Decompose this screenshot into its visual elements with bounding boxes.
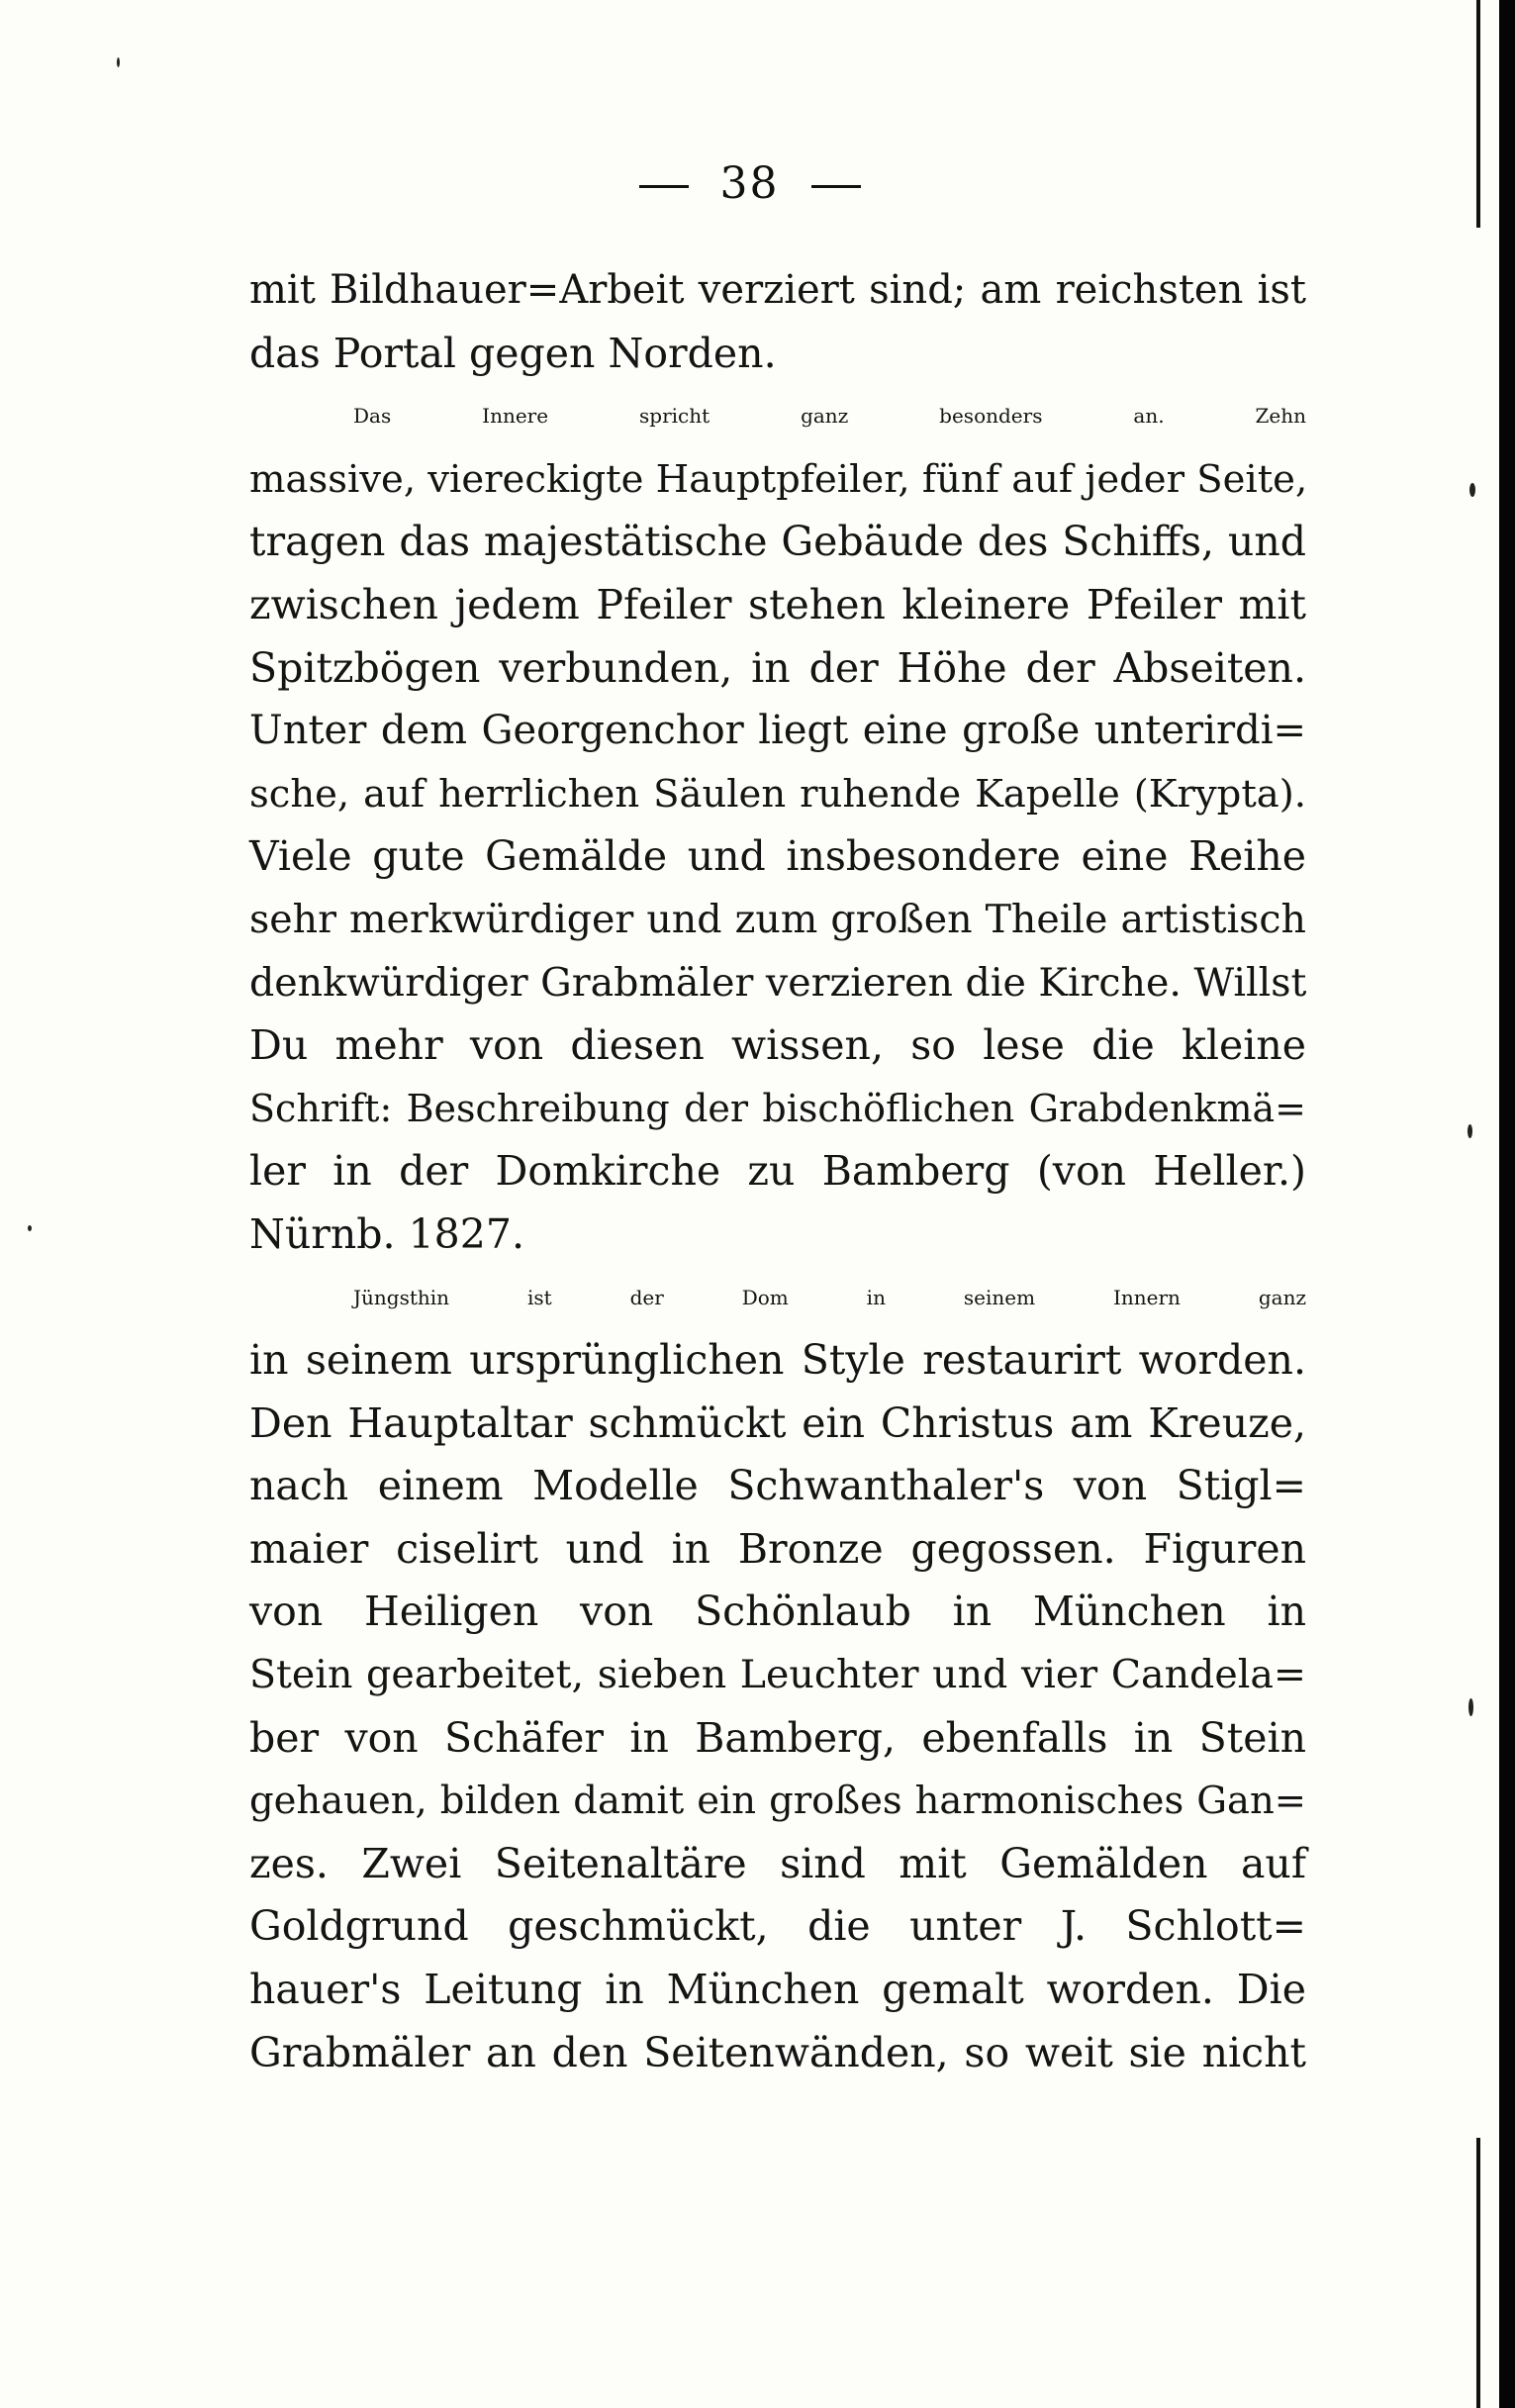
- page-number: 38: [719, 158, 780, 209]
- text-line: Das Innere spricht ganz besonders an. Zehn: [353, 404, 1306, 429]
- text-line: sehr merkwürdiger und zum großen Theile artistisch: [249, 896, 1306, 942]
- speck: [28, 1225, 32, 1231]
- text-line: das Portal gegen Norden.: [249, 329, 777, 377]
- text-line: Jüngsthin ist der Dom in seinem Innern ganz: [353, 1285, 1306, 1309]
- page-header: [0, 158, 1499, 209]
- body-text: [249, 259, 1306, 2084]
- header-dash-left: [639, 185, 689, 188]
- text-line: maier ciselirt und in Bronze gegossen. Figuren: [249, 1524, 1306, 1573]
- page-edge-shadow: [1476, 2138, 1480, 2408]
- text-line: ber von Schäfer in Bamberg, ebenfalls in Stein: [249, 1713, 1306, 1762]
- scan-border: [1499, 0, 1515, 2408]
- text-line: nach einem Modelle Schwanthaler's von Stigl=: [249, 1462, 1306, 1510]
- text-line: zwischen jedem Pfeiler stehen kleinere Pfeiler mit: [249, 580, 1306, 628]
- text-line: tragen das majestätische Gebäude des Schiffs, und: [249, 518, 1306, 566]
- speck: [117, 57, 120, 67]
- text-line: massive, viereckigte Hauptpfeiler, fünf auf jeder Seite,: [249, 456, 1308, 502]
- page-edge-shadow: [1476, 0, 1480, 228]
- speck: [1468, 1124, 1472, 1138]
- text-line: Stein gearbeitet, sieben Leuchter und vier Candela=: [249, 1652, 1306, 1698]
- text-line: zes. Zwei Seitenaltäre sind mit Gemälden auf: [249, 1839, 1306, 1887]
- text-line: hauer's Leitung in München gemalt worden. Die: [249, 1966, 1306, 2014]
- header-dash-right: [811, 185, 861, 188]
- text-line: Nürnb. 1827.: [249, 1209, 524, 1258]
- text-line: mit Bildhauer=Arbeit verziert sind; am reichsten ist: [249, 267, 1306, 313]
- text-line: Den Hauptaltar schmückt ein Christus am Kreuze,: [249, 1398, 1306, 1447]
- text-line: Viele gute Gemälde und insbesondere eine Reihe: [249, 832, 1306, 881]
- text-line: Goldgrund geschmückt, die unter J. Schlott=: [249, 1902, 1306, 1951]
- text-line: sche, auf herrlichen Säulen ruhende Kapelle (Krypta).: [249, 771, 1306, 817]
- text-line: von Heiligen von Schönlaub in München in: [249, 1588, 1306, 1636]
- text-line: ler in der Domkirche zu Bamberg (von Heller.): [249, 1147, 1306, 1196]
- text-line: gehauen, bilden damit ein großes harmonisches Gan=: [249, 1779, 1306, 1824]
- text-line: in seinem ursprünglichen Style restaurirt worden.: [249, 1336, 1306, 1385]
- speck: [1468, 1698, 1473, 1716]
- text-line: Schrift: Beschreibung der bischöflichen Grabdenkmä=: [249, 1086, 1306, 1130]
- text-line: Unter dem Georgenchor liegt eine große unterirdi=: [249, 708, 1306, 754]
- text-line: Du mehr von diesen wissen, so lese die kleine: [249, 1021, 1306, 1070]
- text-line: denkwürdiger Grabmäler verzieren die Kirche. Willst: [249, 959, 1307, 1006]
- text-line: Spitzbögen verbunden, in der Höhe der Abseiten.: [249, 643, 1306, 692]
- text-line: Grabmäler an den Seitenwänden, so weit sie nicht: [249, 2028, 1306, 2076]
- speck: [1469, 483, 1475, 497]
